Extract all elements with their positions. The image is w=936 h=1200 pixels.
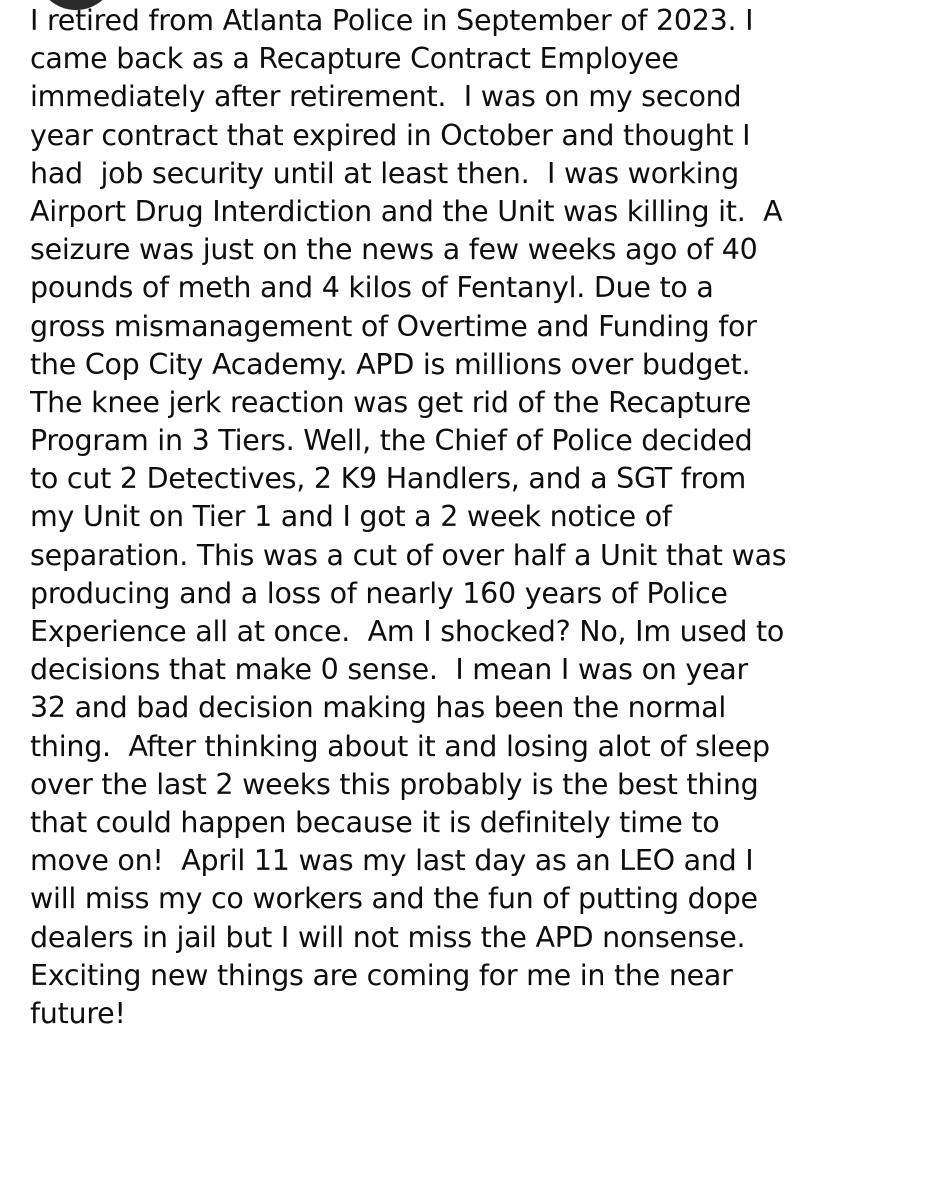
post-text-line: decisions that make 0 sense. I mean I was on year [30, 653, 748, 687]
post-text-line: year contract that expired in October and thought I [30, 118, 751, 152]
post-text-line: 32 and bad decision making has been the normal [30, 691, 727, 725]
post-text-line: immediately after retirement. I was on my second [30, 80, 742, 114]
post-text-line: Airport Drug Interdiction and the Unit was killing it. A [30, 194, 783, 228]
post-text-line: seizure was just on the news a few weeks ago of 40 [30, 233, 758, 267]
post-text-line: the Cop City Academy. APD is millions over budget. [30, 347, 751, 381]
post-text-line: to cut 2 Detectives, 2 K9 Handlers, and a SGT from [30, 462, 747, 496]
post-text-line: I retired from Atlanta Police in September of 2023. I [30, 4, 754, 37]
post-text-line: dealers in jail but I will not miss the APD nonsense. [30, 920, 746, 954]
post-text [30, 0, 930, 1033]
post-text-line: producing and a loss of nearly 160 years of Police [30, 576, 728, 610]
post-text-line: thing. After thinking about it and losing alot of sleep [30, 729, 770, 763]
post-text-line: separation. This was a cut of over half a Unit that was [30, 538, 787, 572]
post-text-line: Program in 3 Tiers. Well, the Chief of Police decided [30, 424, 753, 458]
post-text-line: that could happen because it is definitely time to [30, 805, 720, 839]
post-text-line: came back as a Recapture Contract Employee [30, 42, 679, 76]
post-text-line: had job security until at least then. I was working [30, 156, 739, 190]
post-text-line: pounds of meth and 4 kilos of Fentanyl. Due to a [30, 271, 714, 305]
post-text-line: my Unit on Tier 1 and I got a 2 week notice of [30, 500, 672, 534]
post-text-line: will miss my co workers and the fun of putting dope [30, 882, 758, 916]
post-text-line: The knee jerk reaction was get rid of the Recapture [30, 385, 751, 419]
post-text-line: move on! April 11 was my last day as an LEO and I [30, 844, 754, 878]
post-text-line: over the last 2 weeks this probably is the best thing [30, 767, 759, 801]
post-text-line: gross mismanagement of Overtime and Funding for [30, 309, 757, 343]
post-text-line: Exciting new things are coming for me in the near [30, 958, 733, 992]
post-text-line: future! [30, 996, 126, 1030]
post-text-line: Experience all at once. Am I shocked? No, Im used to [30, 615, 785, 648]
